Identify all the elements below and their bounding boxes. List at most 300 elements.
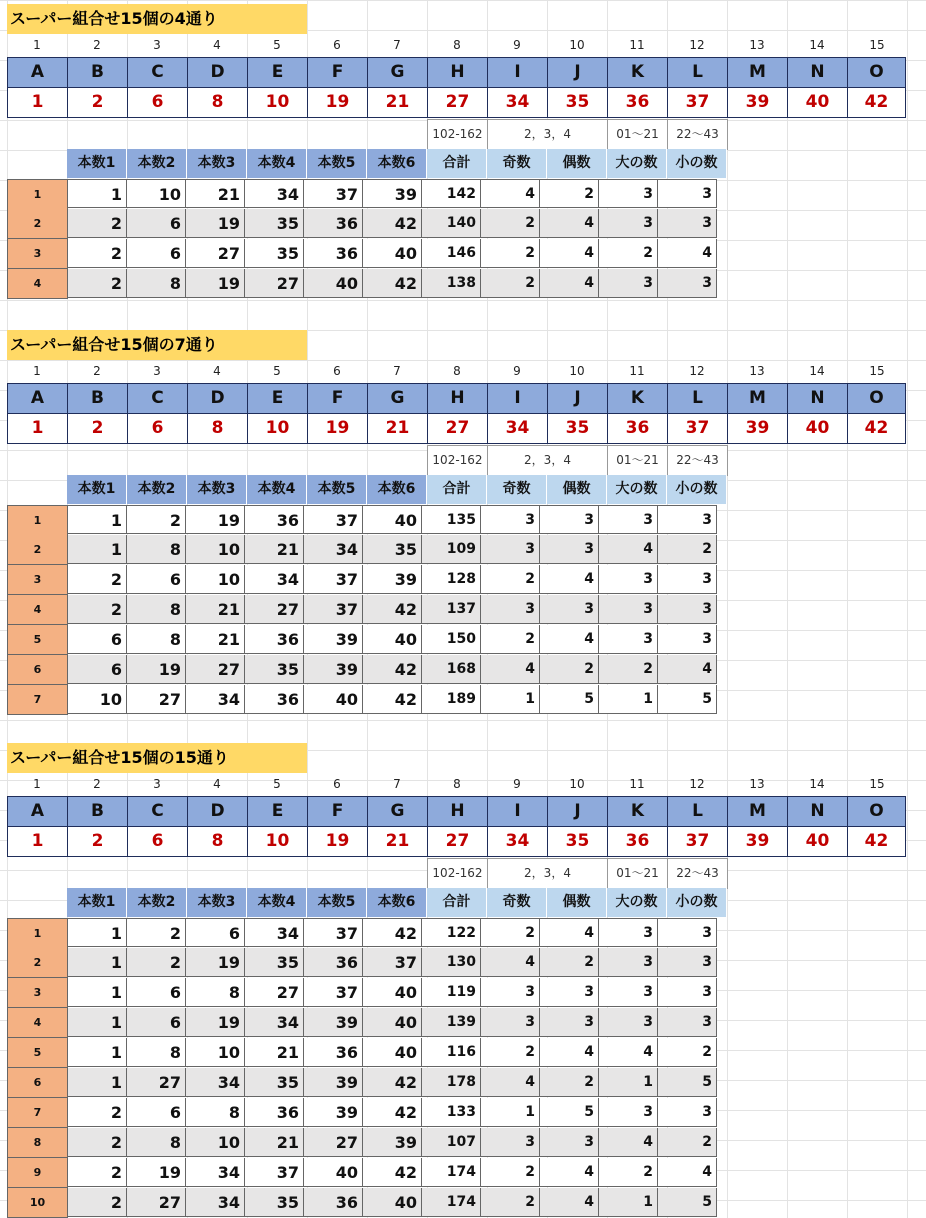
table-cell: 146 [422,239,481,268]
table-cell: 3 [481,535,540,564]
row-number: 3 [7,978,68,1008]
table-cell: 3 [540,1128,599,1157]
table-cell: 21 [245,535,304,564]
table-cell: 3 [540,978,599,1007]
table-cell: 36 [304,1188,363,1217]
table-row [7,1068,717,1098]
selected-number: 37 [668,827,728,856]
table-cell: 6 [127,239,186,268]
table-cell: 42 [363,918,422,947]
column-index: 3 [153,364,161,378]
header-cell: 大の数 [607,149,667,178]
table-cell: 137 [422,595,481,624]
column-index: 14 [809,38,825,52]
table-cell: 36 [245,685,304,714]
table-cell: 2 [127,948,186,977]
row-number: 1 [7,505,68,536]
table-cell: 2 [481,1188,540,1217]
table-cell: 174 [422,1188,481,1217]
table-cell: 142 [422,179,481,208]
row-number: 10 [7,1188,68,1218]
table-cell: 39 [363,1128,422,1157]
table-cell: 3 [481,505,540,534]
table-cell: 119 [422,978,481,1007]
table-cell: 35 [245,948,304,977]
row-number: 4 [7,595,68,625]
table-cell: 40 [363,1038,422,1067]
selected-number: 19 [308,827,368,856]
table-cell: 35 [245,1068,304,1097]
column-index: 5 [273,38,281,52]
column-index: 9 [513,777,521,791]
table-cell: 1 [68,948,127,977]
header-cell: 本数2 [127,888,187,917]
header-cell: 合計 [427,475,487,504]
header-cell: 偶数 [547,149,607,178]
low-range-hint: 01～21 [608,445,668,476]
table-cell: 3 [540,595,599,624]
selected-number: 34 [488,88,548,117]
table-cell: 19 [186,948,245,977]
table-cell: 3 [540,1008,599,1037]
table-cell: 1 [599,1188,658,1217]
header-cell: 偶数 [547,475,607,504]
header-cell: 本数3 [187,149,247,178]
table-cell: 34 [186,1068,245,1097]
table-cell: 34 [186,685,245,714]
table-cell: 3 [599,505,658,534]
table-row [7,1038,717,1068]
table-cell: 40 [304,269,363,298]
odd-even-hint: 2，3，4 [488,445,608,476]
odd-even-hint: 2，3，4 [488,119,608,150]
table-cell: 4 [540,625,599,654]
column-letter: J [548,384,608,413]
selected-numbers-row [7,826,906,857]
column-letter: O [848,58,905,87]
table-row [7,1098,717,1128]
column-index: 14 [809,364,825,378]
table-cell: 1 [599,1068,658,1097]
selected-numbers-row [7,413,906,444]
table-cell: 4 [599,1128,658,1157]
row-number: 7 [7,1098,68,1128]
column-index: 2 [93,364,101,378]
table-cell: 36 [245,625,304,654]
table-cell: 189 [422,685,481,714]
table-header-row [67,149,727,178]
selected-number: 39 [728,88,788,117]
selected-number: 1 [8,827,68,856]
column-index: 13 [749,38,765,52]
table-cell: 1 [68,918,127,947]
block-title: スーパー組合せ15個の15通り [7,743,307,773]
row-number: 1 [7,918,68,949]
selected-number: 39 [728,414,788,443]
column-index-row [7,360,907,382]
table-row [7,239,717,269]
table-cell: 1 [68,505,127,534]
table-cell: 21 [245,1038,304,1067]
table-cell: 174 [422,1158,481,1187]
sum-range-hint: 102-162 [427,445,488,476]
table-cell: 40 [363,505,422,534]
header-cell: 本数5 [307,475,367,504]
table-cell: 2 [68,595,127,624]
table-cell: 10 [68,685,127,714]
table-cell: 2 [481,565,540,594]
column-index: 14 [809,777,825,791]
table-cell: 39 [363,179,422,208]
table-cell: 4 [599,1038,658,1067]
table-cell: 19 [186,269,245,298]
column-index: 4 [213,38,221,52]
table-cell: 34 [304,535,363,564]
selected-number: 40 [788,827,848,856]
column-letter: B [68,797,128,826]
table-cell: 2 [481,918,540,947]
table-cell: 37 [304,595,363,624]
table-cell: 4 [599,535,658,564]
table-cell: 3 [658,978,717,1007]
column-index: 1 [33,364,41,378]
table-cell: 139 [422,1008,481,1037]
table-cell: 10 [186,535,245,564]
selected-number: 42 [848,827,905,856]
combination-rows [7,179,717,299]
column-index: 8 [453,364,461,378]
table-cell: 42 [363,1098,422,1127]
row-number: 5 [7,625,68,655]
table-cell: 37 [363,948,422,977]
column-letter: J [548,797,608,826]
table-cell: 19 [127,1158,186,1187]
table-cell: 35 [245,209,304,238]
table-cell: 3 [599,918,658,947]
column-index: 7 [393,38,401,52]
table-cell: 3 [658,1098,717,1127]
table-cell: 3 [481,595,540,624]
table-cell: 19 [127,655,186,684]
table-cell: 2 [540,655,599,684]
table-cell: 19 [186,505,245,534]
column-letter: D [188,384,248,413]
column-letter: H [428,797,488,826]
table-cell: 2 [599,1158,658,1187]
selected-number: 6 [128,827,188,856]
table-cell: 6 [127,1098,186,1127]
column-letter: M [728,384,788,413]
table-cell: 27 [127,685,186,714]
table-cell: 36 [245,505,304,534]
table-cell: 27 [245,978,304,1007]
table-cell: 36 [304,209,363,238]
table-cell: 3 [481,1128,540,1157]
table-cell: 1 [68,978,127,1007]
row-number: 5 [7,1038,68,1068]
column-letter: F [308,384,368,413]
table-cell: 42 [363,209,422,238]
table-cell: 39 [304,655,363,684]
high-range-hint: 22～43 [668,858,728,889]
column-index: 5 [273,364,281,378]
column-letter: A [8,58,68,87]
table-cell: 3 [658,269,717,298]
low-range-hint: 01～21 [608,858,668,889]
table-cell: 3 [540,535,599,564]
table-cell: 6 [68,655,127,684]
table-cell: 2 [658,1038,717,1067]
table-cell: 3 [658,1008,717,1037]
table-cell: 5 [540,1098,599,1127]
table-cell: 4 [540,209,599,238]
column-index: 4 [213,777,221,791]
table-row [7,1128,717,1158]
table-cell: 2 [68,269,127,298]
column-index: 5 [273,777,281,791]
table-cell: 2 [481,239,540,268]
table-cell: 36 [304,948,363,977]
column-letter: I [488,58,548,87]
table-cell: 1 [481,685,540,714]
column-index: 13 [749,777,765,791]
column-letter: C [128,384,188,413]
selected-number: 35 [548,414,608,443]
selected-number: 8 [188,88,248,117]
table-cell: 27 [304,1128,363,1157]
column-index: 3 [153,38,161,52]
column-letter: D [188,797,248,826]
table-cell: 42 [363,655,422,684]
header-cell: 奇数 [487,888,547,917]
selected-number: 10 [248,88,308,117]
column-letters-row [7,796,906,826]
selected-number: 19 [308,88,368,117]
header-cell: 本数1 [67,888,127,917]
table-cell: 3 [658,595,717,624]
selected-number: 21 [368,414,428,443]
table-row [7,948,717,978]
table-cell: 178 [422,1068,481,1097]
table-cell: 4 [481,1068,540,1097]
table-cell: 40 [363,625,422,654]
high-range-hint: 22～43 [668,119,728,150]
column-letter: F [308,58,368,87]
table-cell: 2 [540,1068,599,1097]
table-cell: 21 [186,625,245,654]
table-cell: 2 [68,1098,127,1127]
column-index: 13 [749,364,765,378]
table-row [7,565,717,595]
header-cell: 本数6 [367,888,427,917]
column-letter: A [8,797,68,826]
row-number: 1 [7,179,68,210]
header-cell: 本数2 [127,149,187,178]
selected-number: 40 [788,414,848,443]
column-letter: N [788,384,848,413]
table-cell: 150 [422,625,481,654]
table-cell: 34 [245,918,304,947]
table-cell: 37 [304,565,363,594]
table-cell: 2 [599,655,658,684]
column-index: 8 [453,38,461,52]
column-letter: O [848,384,905,413]
row-number: 6 [7,655,68,685]
table-cell: 42 [363,685,422,714]
column-index: 8 [453,777,461,791]
table-row [7,1158,717,1188]
table-cell: 4 [540,239,599,268]
selected-number: 27 [428,827,488,856]
header-cell: 奇数 [487,475,547,504]
selected-number: 6 [128,414,188,443]
table-cell: 8 [186,1098,245,1127]
table-row [7,269,717,299]
table-cell: 27 [245,269,304,298]
selected-number: 34 [488,827,548,856]
table-cell: 39 [304,1008,363,1037]
table-row [7,209,717,239]
table-cell: 40 [363,1188,422,1217]
table-cell: 4 [658,1158,717,1187]
table-cell: 10 [186,1128,245,1157]
table-cell: 6 [127,1008,186,1037]
table-cell: 27 [186,239,245,268]
table-cell: 27 [127,1188,186,1217]
column-letter: O [848,797,905,826]
table-cell: 6 [68,625,127,654]
table-cell: 1 [68,1038,127,1067]
block-title: スーパー組合せ15個の4通り [7,4,307,34]
table-cell: 3 [658,179,717,208]
selected-number: 2 [68,827,128,856]
column-letter: J [548,58,608,87]
column-index: 12 [689,777,705,791]
column-letter: I [488,797,548,826]
table-cell: 3 [599,1098,658,1127]
table-cell: 3 [658,948,717,977]
row-number: 3 [7,239,68,269]
table-cell: 3 [599,179,658,208]
column-index: 11 [629,777,645,791]
column-index: 6 [333,364,341,378]
table-cell: 19 [186,1008,245,1037]
table-cell: 2 [68,565,127,594]
table-cell: 37 [304,179,363,208]
table-cell: 4 [658,239,717,268]
row-number: 6 [7,1068,68,1098]
column-letter: K [608,797,668,826]
selected-number: 8 [188,827,248,856]
table-cell: 3 [599,948,658,977]
column-index: 1 [33,38,41,52]
sum-range-hint: 102-162 [427,119,488,150]
column-index: 4 [213,364,221,378]
range-hints-row [427,858,728,889]
header-cell: 本数4 [247,888,307,917]
selected-number: 19 [308,414,368,443]
header-cell: 本数2 [127,475,187,504]
selected-number: 42 [848,88,905,117]
column-index: 11 [629,364,645,378]
table-cell: 3 [599,1008,658,1037]
table-cell: 1 [68,1008,127,1037]
table-cell: 6 [186,918,245,947]
table-cell: 19 [186,209,245,238]
table-cell: 1 [68,535,127,564]
table-cell: 8 [127,1128,186,1157]
column-letter: K [608,384,668,413]
table-cell: 21 [245,1128,304,1157]
table-cell: 4 [540,565,599,594]
selected-number: 21 [368,827,428,856]
table-cell: 138 [422,269,481,298]
table-cell: 3 [599,625,658,654]
table-cell: 2 [68,1188,127,1217]
table-cell: 8 [127,1038,186,1067]
table-cell: 37 [304,505,363,534]
table-cell: 42 [363,1068,422,1097]
table-cell: 1 [68,179,127,208]
table-cell: 8 [127,595,186,624]
table-cell: 109 [422,535,481,564]
column-index: 15 [869,364,885,378]
column-letter: L [668,384,728,413]
selected-number: 40 [788,88,848,117]
table-cell: 21 [186,179,245,208]
table-cell: 34 [186,1158,245,1187]
table-row [7,1188,717,1218]
table-cell: 107 [422,1128,481,1157]
table-cell: 10 [127,179,186,208]
table-cell: 3 [540,505,599,534]
selected-number: 6 [128,88,188,117]
table-cell: 36 [245,1098,304,1127]
table-cell: 39 [363,565,422,594]
table-cell: 1 [68,1068,127,1097]
table-cell: 116 [422,1038,481,1067]
table-cell: 27 [245,595,304,624]
column-letter: G [368,797,428,826]
column-letter: M [728,58,788,87]
column-index: 2 [93,777,101,791]
table-cell: 2 [127,918,186,947]
header-cell: 本数4 [247,149,307,178]
table-row [7,625,717,655]
table-cell: 34 [186,1188,245,1217]
column-index: 10 [569,38,585,52]
table-cell: 42 [363,595,422,624]
table-cell: 5 [540,685,599,714]
table-cell: 133 [422,1098,481,1127]
table-cell: 128 [422,565,481,594]
table-cell: 8 [127,535,186,564]
column-index: 7 [393,364,401,378]
table-cell: 4 [481,655,540,684]
column-index: 11 [629,38,645,52]
selected-number: 36 [608,88,668,117]
table-cell: 6 [127,209,186,238]
table-cell: 3 [658,918,717,947]
table-row [7,179,717,209]
column-letter: C [128,797,188,826]
table-cell: 27 [127,1068,186,1097]
table-cell: 2 [540,179,599,208]
table-cell: 2 [68,1158,127,1187]
table-row [7,685,717,715]
table-cell: 35 [245,1188,304,1217]
selected-number: 37 [668,414,728,443]
